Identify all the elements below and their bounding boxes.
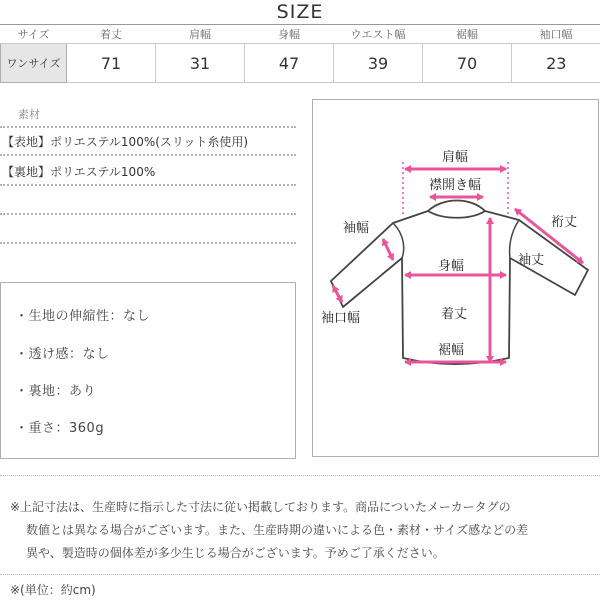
material-divider [0,126,296,128]
size-table-header-row [1,25,600,44]
size-title: SIZE [276,1,324,23]
neckline [428,201,485,212]
cell-waist: 39 [334,44,423,83]
measurement-diagram [312,99,599,457]
label-shoulder: 肩幅 [441,150,469,165]
material-lining: 【裏地】ポリエステル100% [2,165,156,179]
note-line: ※上記寸法は、生産時に指示した寸法に従い掲載しております。商品についたメーカータグの [10,500,511,514]
property-stretch: ・生地の伸縮性：なし [15,309,151,324]
property-sheer: ・透け感：なし [15,347,110,362]
notes-section [0,475,600,476]
property-weight: ・重さ：360g [15,421,105,436]
label-hem-width: 裾幅 [438,343,465,358]
property-lining: ・裏地：あり [15,384,97,399]
header-body-width: 身幅 [245,25,334,44]
row-size-label: ワンサイズ [1,44,67,83]
label-sleeve-width: 袖幅 [343,221,370,236]
cell-shoulder: 31 [156,44,245,83]
cell-length: 71 [67,44,156,83]
material-divider [0,213,296,215]
garment-outline [331,211,588,364]
label-length: 着丈 [441,307,468,322]
header-waist: ウエスト幅 [334,25,423,44]
label-yuki: 裄丈 [551,215,578,230]
table-row [1,44,600,83]
label-cuff-width: 袖口幅 [321,311,361,326]
unit-divider [0,574,600,575]
material-divider [0,154,296,156]
material-divider [0,184,296,186]
header-cuff: 袖口幅 [512,25,600,44]
note-line: 数値とは異なる場合がございます。また、生産時期の違いによる色・素材・サイズ感などの差 [26,523,529,537]
label-sleeve-length: 袖丈 [518,253,545,268]
unit-note: ※(単位：約cm) [10,583,96,597]
cell-cuff: 23 [512,44,600,83]
header-hem: 裾幅 [423,25,512,44]
note-line: 異や、製造時の個体差が多少生じる場合がございます。予めご了承ください。 [26,546,445,560]
material-outer: 【表地】ポリエステル100%(スリット糸使用) [2,135,249,149]
header-length: 着丈 [67,25,156,44]
label-neck-width: 襟開き幅 [428,178,482,193]
garment-diagram [313,100,600,458]
label-body-width: 身幅 [438,259,465,274]
material-divider [0,242,296,244]
size-table [0,25,600,83]
header-size: サイズ [1,25,67,44]
cell-hem: 70 [423,44,512,83]
material-label: 素材 [18,108,40,121]
cell-body-width: 47 [245,44,334,83]
header-shoulder: 肩幅 [156,25,245,44]
fabric-properties-box [0,282,296,459]
